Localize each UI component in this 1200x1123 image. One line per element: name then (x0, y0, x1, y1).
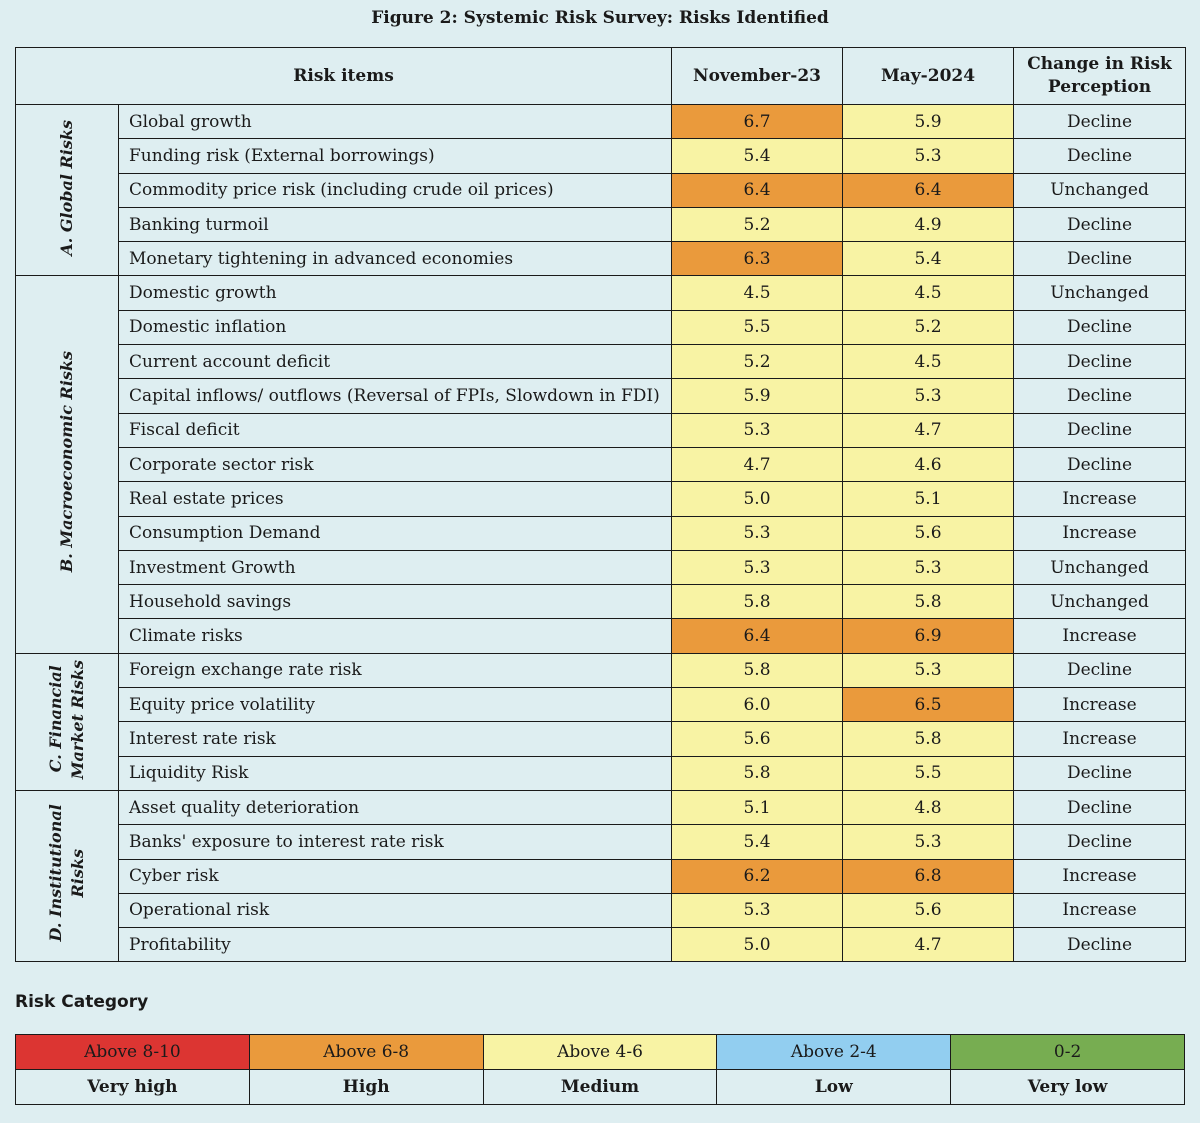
header-may-2024: May-2024 (843, 48, 1014, 105)
legend-range-row (16, 1035, 1185, 1070)
value-cell-november-23: 5.5 (672, 310, 843, 344)
table-row (16, 928, 1186, 962)
risk-item-label: Foreign exchange rate risk (119, 653, 672, 687)
risk-item-label: Corporate sector risk (119, 447, 672, 481)
table-row (16, 653, 1186, 687)
value-cell-november-23: 5.8 (672, 585, 843, 619)
table-row (16, 482, 1186, 516)
risk-category-legend (15, 1034, 1185, 1105)
legend-label-very-low: Very low (951, 1070, 1185, 1105)
value-cell-may-2024: 6.5 (843, 688, 1014, 722)
header-risk-items: Risk items (16, 48, 672, 105)
value-cell-may-2024: 5.3 (843, 139, 1014, 173)
value-cell-november-23: 5.8 (672, 756, 843, 790)
risk-table-body (16, 105, 1186, 962)
change-in-perception-cell: Decline (1014, 345, 1186, 379)
risk-item-label: Profitability (119, 928, 672, 962)
table-row (16, 345, 1186, 379)
legend-range-medium: Above 4-6 (483, 1035, 717, 1070)
legend-label-very-high: Very high (16, 1070, 250, 1105)
value-cell-november-23: 5.4 (672, 825, 843, 859)
value-cell-may-2024: 4.5 (843, 276, 1014, 310)
table-row (16, 105, 1186, 139)
change-in-perception-cell: Decline (1014, 105, 1186, 139)
change-in-perception-cell: Decline (1014, 379, 1186, 413)
risk-table (15, 47, 1186, 962)
value-cell-november-23: 4.7 (672, 447, 843, 481)
change-in-perception-cell: Unchanged (1014, 585, 1186, 619)
value-cell-november-23: 5.4 (672, 139, 843, 173)
value-cell-may-2024: 5.8 (843, 722, 1014, 756)
table-row (16, 859, 1186, 893)
legend-range-low: Above 2-4 (717, 1035, 951, 1070)
value-cell-november-23: 6.2 (672, 859, 843, 893)
risk-item-label: Operational risk (119, 893, 672, 927)
change-in-perception-cell: Increase (1014, 688, 1186, 722)
value-cell-may-2024: 4.5 (843, 345, 1014, 379)
table-row (16, 722, 1186, 756)
value-cell-november-23: 5.3 (672, 516, 843, 550)
table-row (16, 379, 1186, 413)
value-cell-may-2024: 4.8 (843, 790, 1014, 824)
table-row (16, 619, 1186, 653)
value-cell-may-2024: 5.3 (843, 379, 1014, 413)
risk-item-label: Current account deficit (119, 345, 672, 379)
value-cell-november-23: 6.4 (672, 173, 843, 207)
change-in-perception-cell: Decline (1014, 653, 1186, 687)
value-cell-november-23: 6.3 (672, 242, 843, 276)
change-in-perception-cell: Increase (1014, 516, 1186, 550)
change-in-perception-cell: Increase (1014, 619, 1186, 653)
value-cell-may-2024: 6.4 (843, 173, 1014, 207)
risk-item-label: Liquidity Risk (119, 756, 672, 790)
value-cell-may-2024: 4.7 (843, 928, 1014, 962)
value-cell-november-23: 5.3 (672, 413, 843, 447)
value-cell-november-23: 5.3 (672, 550, 843, 584)
value-cell-may-2024: 5.3 (843, 550, 1014, 584)
change-in-perception-cell: Decline (1014, 310, 1186, 344)
risk-item-label: Consumption Demand (119, 516, 672, 550)
group-label: A. Global Risks (57, 119, 76, 256)
value-cell-may-2024: 5.6 (843, 893, 1014, 927)
value-cell-november-23: 6.0 (672, 688, 843, 722)
value-cell-may-2024: 5.4 (843, 242, 1014, 276)
legend-label-row (16, 1070, 1185, 1105)
table-row (16, 585, 1186, 619)
risk-item-label: Asset quality deterioration (119, 790, 672, 824)
change-in-perception-cell: Decline (1014, 447, 1186, 481)
value-cell-november-23: 5.1 (672, 790, 843, 824)
value-cell-may-2024: 5.1 (843, 482, 1014, 516)
legend-label-high: High (249, 1070, 483, 1105)
value-cell-november-23: 6.7 (672, 105, 843, 139)
change-in-perception-cell: Decline (1014, 928, 1186, 962)
risk-item-label: Interest rate risk (119, 722, 672, 756)
risk-item-label: Fiscal deficit (119, 413, 672, 447)
risk-item-label: Investment Growth (119, 550, 672, 584)
value-cell-may-2024: 5.8 (843, 585, 1014, 619)
change-in-perception-cell: Decline (1014, 139, 1186, 173)
risk-item-label: Capital inflows/ outflows (Reversal of FPIs, Slowdown in FDI) (119, 379, 672, 413)
change-in-perception-cell: Increase (1014, 859, 1186, 893)
legend-range-very-low: 0-2 (951, 1035, 1185, 1070)
legend-label-medium: Medium (483, 1070, 717, 1105)
value-cell-may-2024: 5.2 (843, 310, 1014, 344)
legend-title: Risk Category (15, 992, 149, 1012)
risk-item-label: Banking turmoil (119, 207, 672, 241)
change-in-perception-cell: Increase (1014, 482, 1186, 516)
change-in-perception-cell: Decline (1014, 207, 1186, 241)
value-cell-november-23: 5.0 (672, 928, 843, 962)
value-cell-may-2024: 6.8 (843, 859, 1014, 893)
table-row (16, 310, 1186, 344)
risk-item-label: Household savings (119, 585, 672, 619)
group-label: C. Financial Market Risks (46, 659, 87, 779)
value-cell-may-2024: 5.9 (843, 105, 1014, 139)
table-row (16, 207, 1186, 241)
value-cell-may-2024: 5.3 (843, 825, 1014, 859)
change-in-perception-cell: Unchanged (1014, 276, 1186, 310)
table-row (16, 173, 1186, 207)
table-row (16, 413, 1186, 447)
change-in-perception-cell: Decline (1014, 413, 1186, 447)
risk-item-label: Climate risks (119, 619, 672, 653)
table-row (16, 825, 1186, 859)
table-row (16, 139, 1186, 173)
value-cell-november-23: 5.9 (672, 379, 843, 413)
value-cell-november-23: 5.6 (672, 722, 843, 756)
value-cell-may-2024: 4.9 (843, 207, 1014, 241)
risk-item-label: Cyber risk (119, 859, 672, 893)
risk-item-label: Real estate prices (119, 482, 672, 516)
change-in-perception-cell: Unchanged (1014, 173, 1186, 207)
table-header-row (16, 48, 1186, 105)
legend-range-very-high: Above 8-10 (16, 1035, 250, 1070)
change-in-perception-cell: Increase (1014, 893, 1186, 927)
table-row (16, 893, 1186, 927)
value-cell-november-23: 5.2 (672, 207, 843, 241)
legend-label-low: Low (717, 1070, 951, 1105)
table-row (16, 447, 1186, 481)
table-row (16, 688, 1186, 722)
value-cell-november-23: 5.2 (672, 345, 843, 379)
header-change-in-risk-perception: Change in Risk Perception (1014, 48, 1186, 105)
value-cell-may-2024: 5.5 (843, 756, 1014, 790)
group-label: D. Institutional Risks (46, 805, 87, 943)
value-cell-november-23: 4.5 (672, 276, 843, 310)
risk-item-label: Commodity price risk (including crude oil prices) (119, 173, 672, 207)
risk-item-label: Domestic growth (119, 276, 672, 310)
change-in-perception-cell: Unchanged (1014, 550, 1186, 584)
group-cell (16, 653, 119, 790)
value-cell-november-23: 6.4 (672, 619, 843, 653)
value-cell-may-2024: 5.6 (843, 516, 1014, 550)
table-row (16, 242, 1186, 276)
value-cell-november-23: 5.8 (672, 653, 843, 687)
group-label: B. Macroeconomic Risks (57, 351, 76, 573)
risk-item-label: Monetary tightening in advanced economies (119, 242, 672, 276)
value-cell-may-2024: 4.7 (843, 413, 1014, 447)
value-cell-may-2024: 4.6 (843, 447, 1014, 481)
value-cell-may-2024: 6.9 (843, 619, 1014, 653)
change-in-perception-cell: Decline (1014, 242, 1186, 276)
group-cell (16, 105, 119, 276)
table-row (16, 276, 1186, 310)
table-row (16, 516, 1186, 550)
table-row (16, 756, 1186, 790)
change-in-perception-cell: Increase (1014, 722, 1186, 756)
value-cell-november-23: 5.0 (672, 482, 843, 516)
risk-item-label: Banks' exposure to interest rate risk (119, 825, 672, 859)
risk-item-label: Domestic inflation (119, 310, 672, 344)
change-in-perception-cell: Decline (1014, 756, 1186, 790)
risk-item-label: Equity price volatility (119, 688, 672, 722)
legend-range-high: Above 6-8 (249, 1035, 483, 1070)
table-row (16, 550, 1186, 584)
figure-title: Figure 2: Systemic Risk Survey: Risks Identified (371, 8, 829, 28)
risk-item-label: Global growth (119, 105, 672, 139)
value-cell-november-23: 5.3 (672, 893, 843, 927)
header-november-23: November-23 (672, 48, 843, 105)
group-cell (16, 790, 119, 961)
group-cell (16, 276, 119, 653)
risk-item-label: Funding risk (External borrowings) (119, 139, 672, 173)
change-in-perception-cell: Decline (1014, 790, 1186, 824)
value-cell-may-2024: 5.3 (843, 653, 1014, 687)
change-in-perception-cell: Decline (1014, 825, 1186, 859)
table-row (16, 790, 1186, 824)
